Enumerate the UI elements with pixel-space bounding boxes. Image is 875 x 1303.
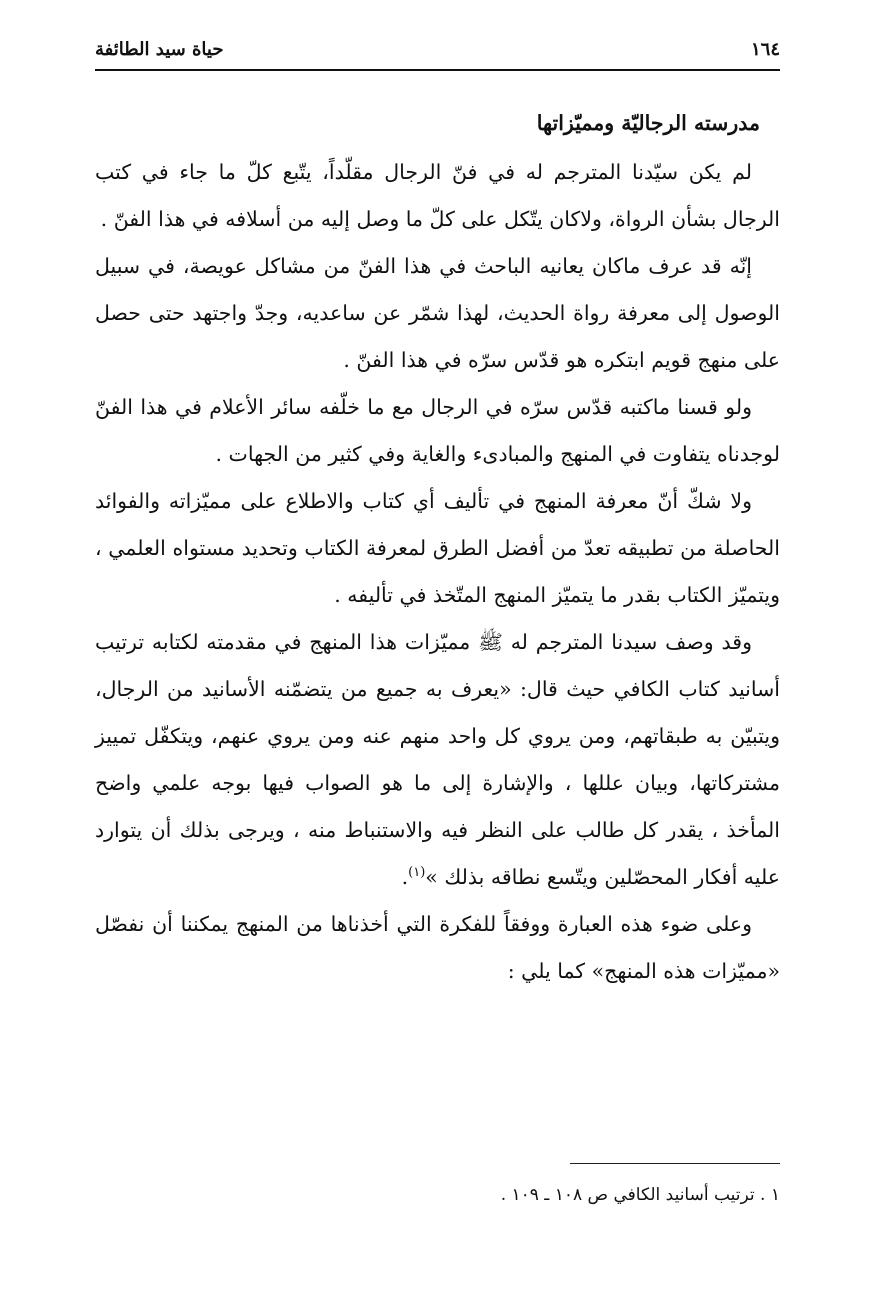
quote-tail: . (401, 865, 409, 889)
section-heading: مدرسته الرجاليّة ومميّزاتها (536, 111, 760, 135)
book-title: حياة سيد الطائفة (95, 38, 224, 60)
footnote-divider (570, 1163, 780, 1164)
paragraph: لم يكن سيّدنا المترجم له في فنّ الرجال مقلّداً، يتّبع كلّ ما جاء في كتب الرجال بشأن الرواة، ولاكان يتّكل على كلّ ما وصل إليه من أسلافه في هذا الفنّ . (95, 160, 780, 231)
footnote-reference[interactable]: (١) (408, 865, 426, 881)
header-divider (95, 69, 780, 71)
main-text (95, 97, 780, 995)
footnote: ١ . ترتيب أسانيد الكافي ص ١٠٨ ـ ١٠٩ . (500, 1185, 780, 1205)
page-number: ١٦٤ (750, 38, 780, 60)
paragraph: ولا شكّ أنّ معرفة المنهج في تأليف أي كتاب والاطلاع على مميّزاته والفوائد الحاصلة من تطبيقه تعدّ من أفضل الطرق لمعرفة الكتاب وتحديد مستواه العلمي ، ويتميّز الكتاب بقدر ما يتميّز المنهج المتّخذ في تأليفه . (95, 489, 780, 607)
running-head (95, 34, 780, 64)
paragraph: ولو قسنا ماكتبه قدّس سرّه في الرجال مع ما خلّفه سائر الأعلام في هذا الفنّ لوجدناه يتفاوت في المنهج والمبادىء والغاية وفي كثير من الجهات . (95, 395, 780, 466)
quote-paragraph (95, 619, 780, 901)
closing-paragraph: وعلى ضوء هذه العبارة ووفقاً للفكرة التي أخذناها من المنهج يمكننا أن نفصّل «مميّزات هذه المنهج» كما يلي : (95, 912, 780, 983)
paragraph: إنّه قد عرف ماكان يعانيه الباحث في هذا الفنّ من مشاكل عويصة، في سبيل الوصول إلى معرفة رواة الحديث، لهذا شمّر عن ساعديه، وجدّ واجتهد حتى حصل على منهج قويم ابتكره هو قدّس سرّه في هذا الفنّ . (95, 254, 780, 372)
quote-text: وقد وصف سيدنا المترجم له ﷺ مميّزات هذا المنهج في مقدمته لكتابه ترتيب أسانيد كتاب الكافي حيث قال: «يعرف به جميع من يتضمّنه الأسانيد من الرجال، ويتبيّن به طبقاتهم، ومن يروي كل واحد منهم عنه ومن يروي عنهم، ويتكفّل تمييز مشتركاتها، وبيان عللها ، والإشارة إلى ما هو الصواب فيها بوجه علمي واضح المأخذ ، يقدر كل طالب على النظر فيه والاستنباط منه ، ويرجى بذلك أن يتوارد عليه أفكار المحصّلين ويتّسع نطاقه بذلك » (95, 630, 780, 889)
